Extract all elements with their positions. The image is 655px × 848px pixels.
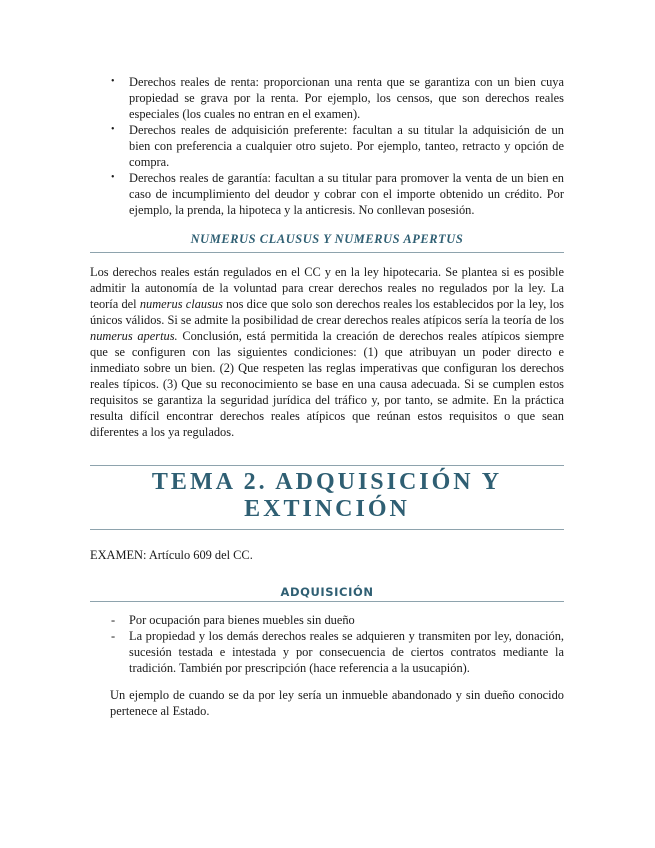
example-paragraph: Un ejemplo de cuando se da por ley sería un inmueble abandonado y sin dueño conocido pertenece al Estado. <box>110 688 564 718</box>
list-item: • Derechos reales de renta: proporcionan una renta que se garantiza con un bien cuya propiedad se grava por la renta. Por ejemplo, los censos, que son derechos reales especiales (los cuales no entran en el examen). <box>111 75 564 121</box>
dash-icon: - <box>111 613 116 627</box>
list-item: - Por ocupación para bienes muebles sin dueño <box>111 613 355 627</box>
dash-icon: - <box>111 629 116 643</box>
term-numerus-clausus: numerus clausus <box>139 297 223 311</box>
bullet-icon: • <box>111 124 115 135</box>
bullet-icon: • <box>111 76 115 87</box>
tema-title: TEMA 2. ADQUISICIÓN Y EXTINCIÓN <box>90 465 564 530</box>
term-numerus-apertus: numerus apertus. <box>90 329 178 343</box>
adquisicion-heading: ADQUISICIÓN <box>90 585 564 602</box>
list-item: • Derechos reales de adquisición preferente: facultan a su titular la adquisición de un bien con preferencia a cualquier otro sujeto. Por ejemplo, tanteo, retracto y opción de compra. <box>111 123 564 169</box>
examen-line: EXAMEN: Artículo 609 del CC. <box>90 548 253 562</box>
numerus-heading: NUMERUS CLAUSUS Y NUMERUS APERTUS <box>90 232 564 253</box>
numerus-paragraph: Los derechos reales están regulados en el CC y en la ley hipotecaria. Se plantea si es posible admitir la autonomía de la voluntad para crear derechos reales no regulados por la ley. La teoría del numerus clausus nos dice que solo son derechos reales los establecidos por la ley, los únicos válidos. Si se admite la posibilidad de crear derechos reales atípicos sería la teoría de los numerus apertus. Conclusión, está permitida la creación de derechos reales atípicos siempre que se configuren con las siguientes condiciones: (1) que atribuyan un poder directo e inmediato sobre un bien. (2) Que respeten las reglas imperativas que configuran los derechos reales típicos. (3) Que su reconocimiento se base en una causa adecuada. Si se cumplen estos requisitos se garantiza la seguridad jurídica del tráfico y, por tanto, se admite. En la práctica resulta difícil encontrar derechos reales atípicos que reúnan estos requisitos o que sean diferentes a los ya regulados. <box>90 265 565 439</box>
document-page <box>90 74 564 719</box>
bullet-icon: • <box>111 172 115 183</box>
real-rights-bullet-list <box>90 74 564 218</box>
list-item: • Derechos reales de garantía: facultan a su titular para promover la venta de un bien en caso de incumplimiento del deudor y cobrar con el importe obtenido un crédito. Por ejemplo, la prenda, la hipoteca y la anticresis. No conllevan posesión. <box>111 171 564 217</box>
list-item: - La propiedad y los demás derechos reales se adquieren y transmiten por ley, donación, sucesión testada e intestada y por consecuencia de ciertos contratos mediante la tradición. También por prescripción (hace referencia a la usucapión). <box>111 629 564 675</box>
adquisicion-dash-list <box>90 612 564 676</box>
